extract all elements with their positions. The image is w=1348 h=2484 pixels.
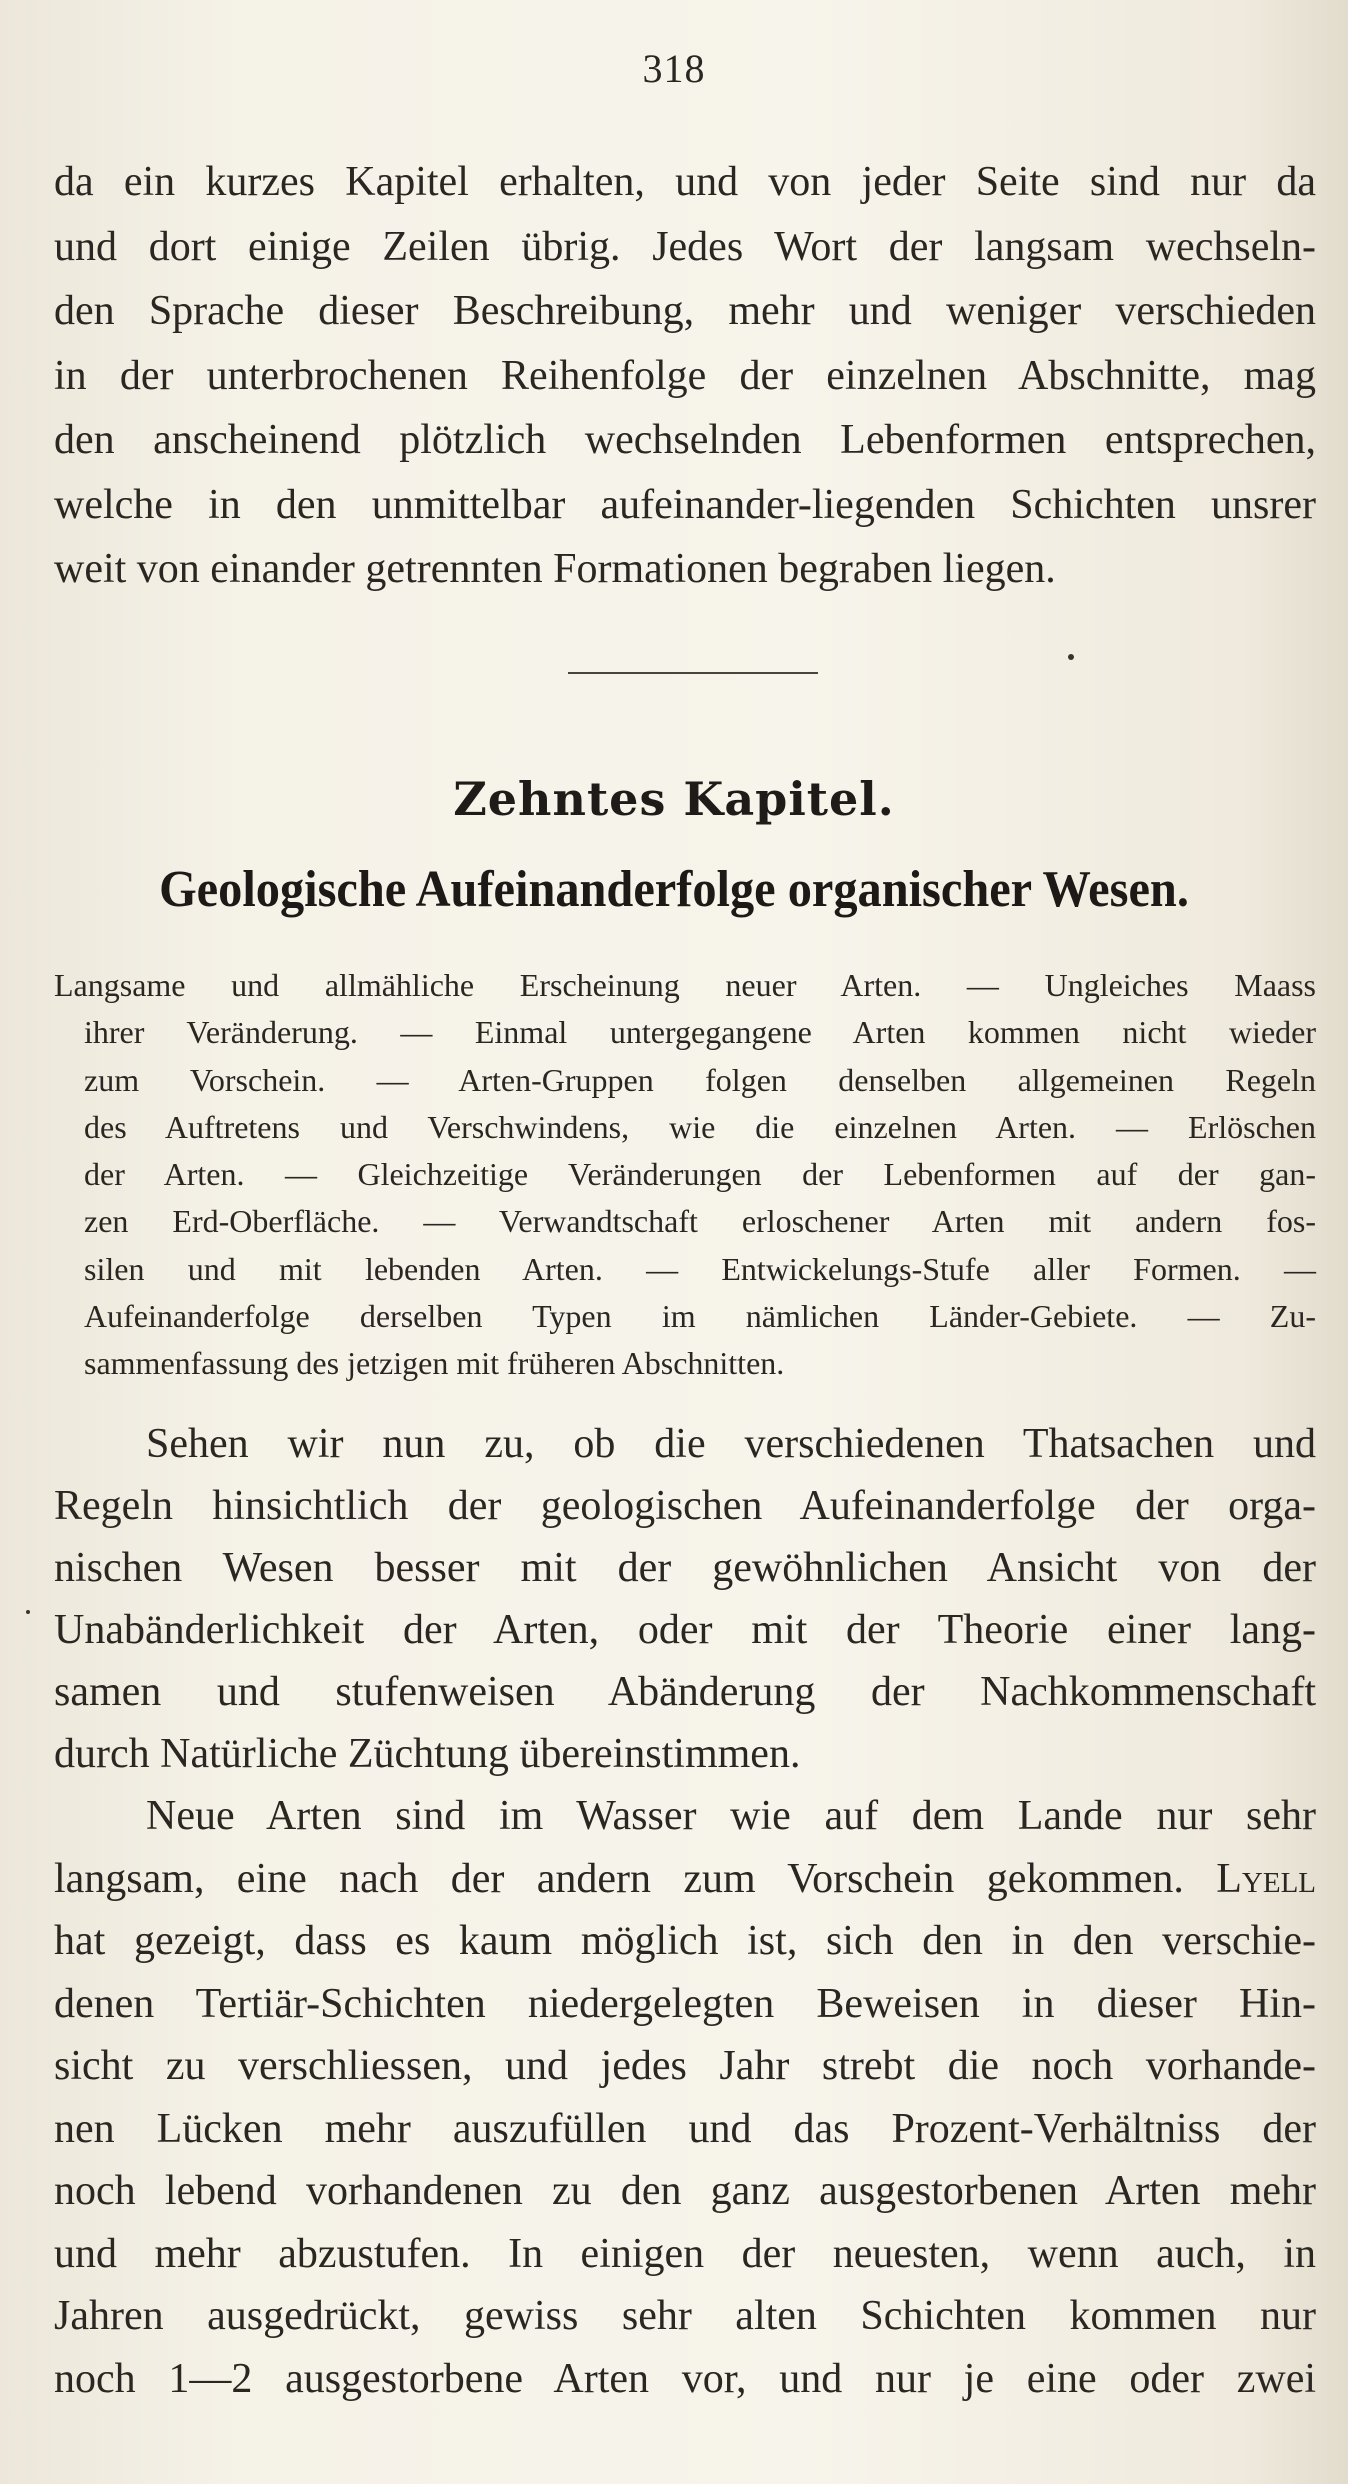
line-text: langsam, eine nach der andern zum Vorschein gekommen. — [54, 1855, 1184, 1902]
summary-line: der Arten. — Gleichzeitige Veränderungen der Lebenformen auf der gan- — [84, 1156, 1316, 1193]
opening-paragraph — [54, 150, 1316, 602]
summary-line: ihrer Veränderung. — Einmal untergegangene Arten kommen nicht wieder — [84, 1014, 1316, 1051]
summary-line: des Auftretens und Verschwindens, wie die einzelnen Arten. — Erlöschen — [84, 1108, 1316, 1145]
paragraph-3 — [54, 1785, 1316, 2410]
text-line: Neue Arten sind im Wasser wie auf dem Lande nur sehr — [146, 1793, 1316, 1839]
summary-line: zum Vorschein. — Arten-Gruppen folgen denselben allgemeinen Regeln — [84, 1061, 1316, 1098]
section-divider — [568, 672, 818, 674]
text-line: hat gezeigt, dass es kaum möglich ist, sich den in den verschie- — [54, 1918, 1316, 1964]
text-line: sicht zu verschliessen, und jedes Jahr strebt die noch vorhande- — [54, 2043, 1316, 2089]
text-line: und dort einige Zeilen übrig. Jedes Wort der langsam wechseln- — [54, 223, 1316, 270]
text-line: noch lebend vorhandenen zu den ganz ausgestorbenen Arten mehr — [54, 2168, 1316, 2214]
summary-line: zen Erd-Oberfläche. — Verwandtschaft erloschener Arten mit andern fos- — [84, 1203, 1316, 1240]
author-name: Lyell — [1216, 1855, 1317, 1902]
summary-line: sammenfassung des jetzigen mit früheren Abschnitten. — [84, 1345, 785, 1382]
text-line: Jahren ausgedrückt, gewiss sehr alten Schichten kommen nur — [54, 2293, 1316, 2339]
chapter-subtitle: Geologische Aufeinanderfolge organischer Wesen. — [159, 861, 1189, 918]
text-line: Regeln hinsichtlich der geologischen Aufeinanderfolge der orga- — [54, 1483, 1316, 1529]
text-line: da ein kurzes Kapitel erhalten, und von jeder Seite sind nur da — [54, 159, 1316, 205]
summary-line: Langsame und allmähliche Erscheinung neuer Arten. — Ungleiches Maass — [54, 967, 1316, 1003]
text-line: durch Natürliche Züchtung übereinstimmen. — [54, 1731, 801, 1777]
text-line — [54, 1848, 1316, 1911]
text-line: nen Lücken mehr auszufüllen und das Prozent-Verhältniss der — [54, 2105, 1316, 2152]
text-line: denen Tertiär-Schichten niedergelegten Beweisen in dieser Hin- — [54, 1980, 1316, 2027]
text-line: welche in den unmittelbar aufeinander-liegenden Schichten unsrer — [54, 481, 1316, 528]
text-line: nischen Wesen besser mit der gewöhnlichen Ansicht von der — [54, 1545, 1316, 1591]
print-speck — [1068, 654, 1074, 660]
text-line: weit von einander getrennten Formationen begraben liegen. — [54, 546, 1056, 592]
text-line: noch 1—2 ausgestorbene Arten vor, und nur je eine oder zwei — [54, 2355, 1316, 2402]
text-line: den anscheinend plötzlich wechselnden Lebenformen entsprechen, — [54, 417, 1316, 463]
text-line: in der unterbrochenen Reihenfolge der einzelnen Abschnitte, mag — [54, 352, 1316, 399]
text-line: und mehr abzustufen. In einigen der neuesten, wenn auch, in — [54, 2230, 1316, 2277]
chapter-summary — [54, 962, 1316, 1388]
page-number: 318 — [642, 46, 706, 91]
margin-mark — [26, 1610, 30, 1614]
text-line: Unabänderlichkeit der Arten, oder mit der Theorie einer lang- — [54, 1607, 1316, 1653]
text-line: samen und stufenweisen Abänderung der Nachkommenschaft — [54, 1669, 1316, 1715]
summary-line: Aufeinanderfolge derselben Typen im nämlichen Länder-Gebiete. — Zu- — [84, 1298, 1316, 1335]
text-line: den Sprache dieser Beschreibung, mehr und weniger verschieden — [54, 288, 1316, 334]
chapter-title: Zehntes Kapitel. — [453, 772, 895, 826]
summary-line: silen und mit lebenden Arten. — Entwickelungs-Stufe aller Formen. — — [84, 1250, 1316, 1287]
paragraph-2 — [54, 1413, 1316, 1785]
text-line: Sehen wir nun zu, ob die verschiedenen Thatsachen und — [146, 1421, 1316, 1467]
